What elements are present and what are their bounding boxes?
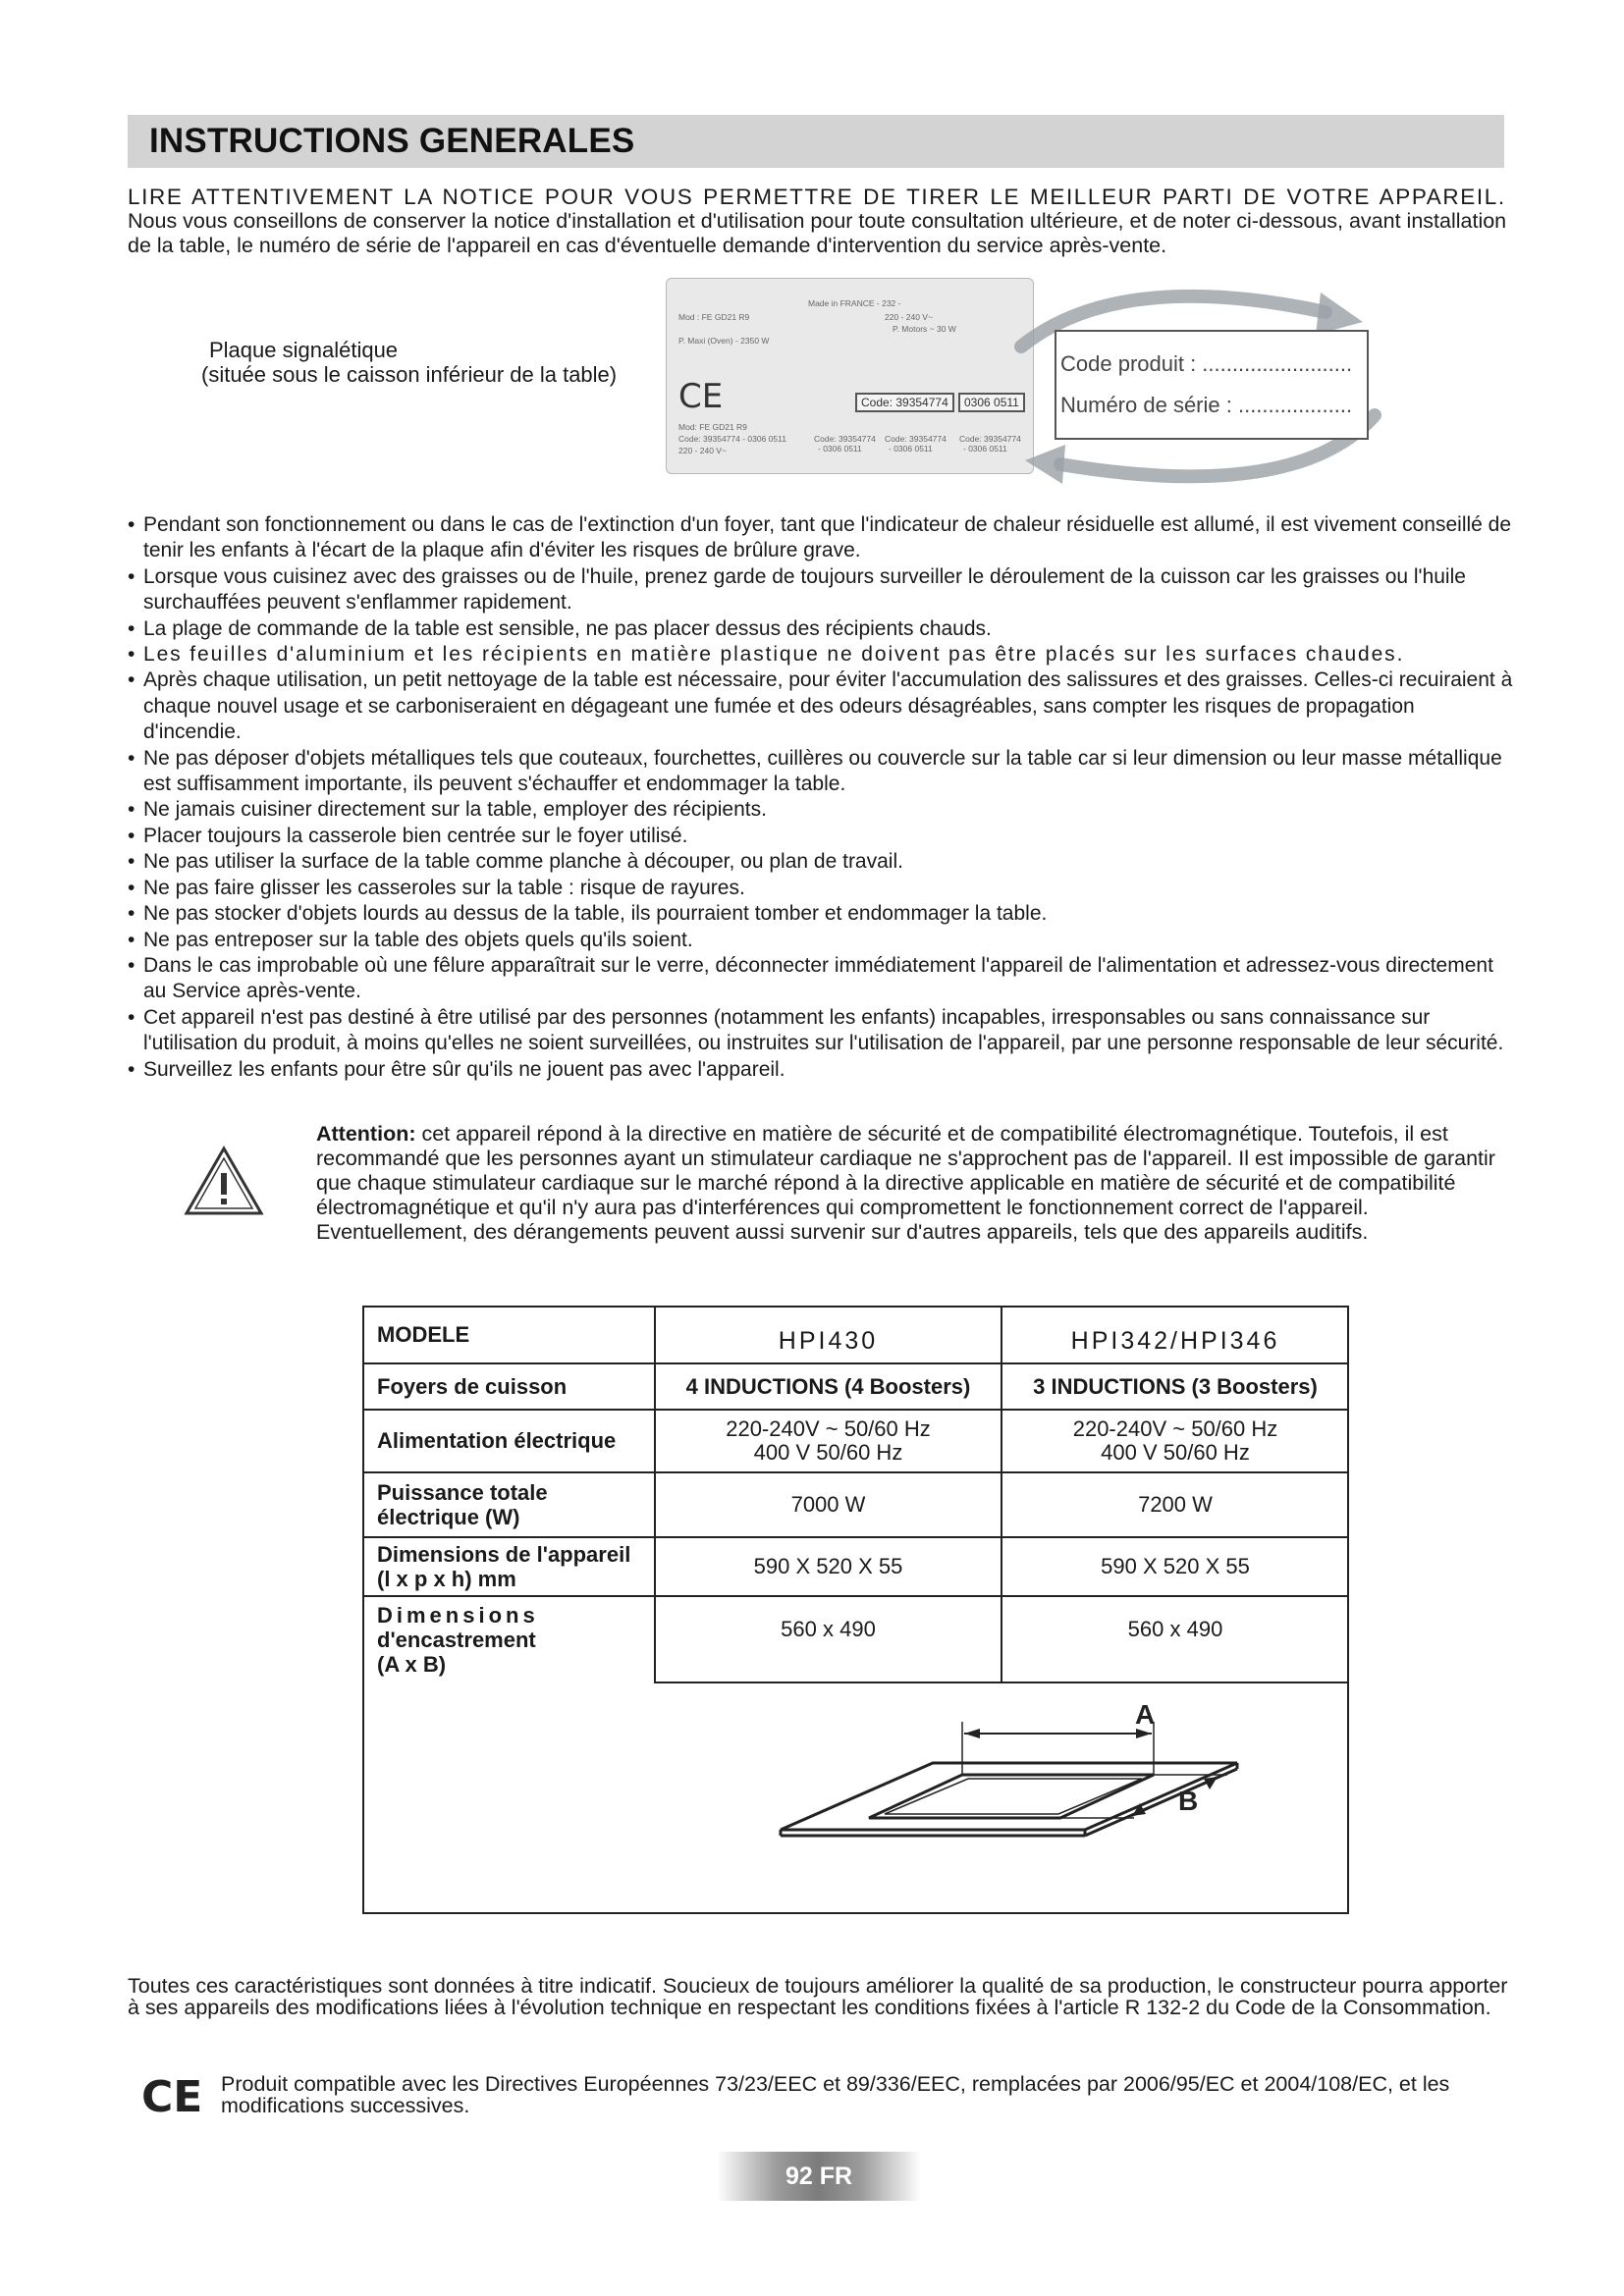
plate-label-1-serial: - 0306 0511 (818, 444, 862, 454)
plate-caption-location: (située sous le caisson inférieur de la table) (201, 362, 618, 387)
ce-mark-icon: CE (141, 2072, 203, 2122)
plate-label-1: Code: 39354774 (814, 434, 876, 444)
figure-spacer (363, 1682, 655, 1931)
list-item: • La plage de commande de la table est sensible, ne pas placer dessus des récipients chauds. (128, 616, 1514, 642)
intro-lead: LIRE ATTENTIVEMENT LA NOTICE POUR VOUS PERMETTRE DE TIRER LE MEILLEUR PARTI DE VOTRE APPAREIL. (128, 185, 1506, 209)
plate-ce-mark: CE (678, 377, 724, 416)
plate-label-2: Code: 39354774 (885, 434, 947, 444)
plate-label-2-serial: - 0306 0511 (889, 444, 933, 454)
foyers-label: Foyers de cuisson (363, 1363, 655, 1410)
cutout-1: 560 x 490 (655, 1596, 1001, 1682)
table-row (363, 1537, 1348, 1596)
list-item: • Cet appareil n'est pas destiné à être utilisé par des personnes (notamment les enfants) incapables, irresponsables ou sans connaissance sur l'utilisation du produit, à moins qu'elles ne soient surveillées, ou instruites sur l'utilisation de l'appareil, par une personne responsable de leur sécurité. (128, 1005, 1514, 1057)
warning-icon (184, 1146, 264, 1216)
plate-caption (201, 338, 617, 387)
model-2: HPI342/HPI346 (1001, 1306, 1348, 1363)
list-item: • Surveillez les enfants pour être sûr qu'ils ne jouent pas avec l'appareil. (128, 1057, 1514, 1083)
foyers-2: 3 INDUCTIONS (3 Boosters) (1001, 1363, 1348, 1410)
alim-1 (655, 1410, 1001, 1472)
foyers-1: 4 INDUCTIONS (4 Boosters) (655, 1363, 1001, 1410)
product-code-field: Code produit : ......................... (1060, 351, 1353, 376)
cutout-label-line3: (A x B) (377, 1652, 447, 1677)
page-number: 92 FR (717, 2152, 921, 2201)
dimension-b-label: B (1178, 1786, 1199, 1816)
cutout-label-line1: Dimensions (377, 1603, 539, 1628)
model-label: MODELE (363, 1306, 655, 1363)
rating-plate-image (666, 278, 1034, 474)
list-item: • Lorsque vous cuisinez avec des graisses ou de l'huile, prenez garde de toujours surveiller le déroulement de la cuisson car les graisses ou l'huile surchauffées peuvent s'enflammer rapidement. (128, 564, 1514, 616)
plate-model-bottom: Mod: FE GD21 R9 (678, 422, 747, 432)
list-item: • Ne pas entreposer sur la table des objets quels qu'ils soient. (128, 928, 1514, 953)
dimensions-1: 590 X 520 X 55 (655, 1537, 1001, 1596)
plate-model-top: Mod : FE GD21 R9 (678, 312, 750, 322)
attention-text: cet appareil répond à la directive en matière de sécurité et de compatibilité électromagnétique. Toutefois, il est recommandé que les personnes ayant un stimulateur cardiaque ne s'approchent pas de l'appareil. Il est impossible de garantir que chaque stimulateur cardiaque sur le marché répond à la directive applicable en matière de sécurité et de compatibilité électromagnétique et qu'il n'y aura pas d'interférences qui compromettent le fonctionnement correct de l'appareil. Eventuellement, des dérangements peuvent aussi survenir sur d'autres appareils, tels que des appareils auditifs. (316, 1122, 1495, 1244)
power-2: 7200 W (1001, 1472, 1348, 1537)
dimensions-2: 590 X 520 X 55 (1001, 1537, 1348, 1596)
list-item: • Ne pas utiliser la surface de la table comme planche à découper, ou plan de travail. (128, 849, 1514, 875)
plate-power-max: P. Maxi (Oven) - 2350 W (678, 336, 770, 346)
safety-list (128, 512, 1514, 1083)
dimension-a-label: A (1135, 1699, 1156, 1730)
plate-voltage-top: 220 - 240 V~ (885, 312, 933, 322)
list-item: • Pendant son fonctionnement ou dans le cas de l'extinction d'un foyer, tant que l'indicateur de chaleur résiduelle est allumé, il est vivement conseillé de tenir les enfants à l'écart de la plaque afin d'éviter les risques de brûlure grave. (128, 512, 1514, 564)
page-title: INSTRUCTIONS GENERALES (149, 122, 635, 160)
list-item: • Ne pas stocker d'objets lourds au dessus de la table, ils pourraient tomber et endommager la table. (128, 901, 1514, 927)
list-item: • Les feuilles d'aluminium et les récipients en matière plastique ne doivent pas être placés sur les surfaces chaudes. (128, 642, 1514, 667)
alim-1-single-phase: 220-240V ~ 50/60 Hz (726, 1416, 931, 1441)
disclaimer-text: Toutes ces caractéristiques sont données à titre indicatif. Soucieux de toujours améliorer la qualité de sa production, le constructeur pourra apporter à ses appareils des modifications liées à l'évolution technique en respectant les conditions fixées à l'article R 132-2 du Code de la Consommation. (128, 1974, 1508, 2019)
alim-2-three-phase: 400 V 50/60 Hz (1101, 1440, 1250, 1465)
serial-number-field: Numéro de série : ................... (1060, 393, 1353, 417)
table-row (363, 1472, 1348, 1537)
plate-label-3: Code: 39354774 (959, 434, 1021, 444)
table-row (363, 1596, 1348, 1682)
plate-code-bottom: Code: 39354774 - 0306 0511 (678, 434, 786, 444)
code-record-box (1055, 330, 1369, 440)
section-header (128, 115, 1504, 168)
attention-label: Attention: (316, 1122, 416, 1146)
plate-caption-title: Plaque signalétique (209, 338, 399, 362)
power-label-line2: électrique (W) (377, 1505, 520, 1529)
alim-2-single-phase: 220-240V ~ 50/60 Hz (1072, 1416, 1278, 1441)
table-row (363, 1306, 1348, 1363)
plate-code-box: Code: 39354774 (855, 393, 954, 412)
power-1: 7000 W (655, 1472, 1001, 1537)
attention-notice (316, 1122, 1509, 1245)
list-item: • Ne pas faire glisser les casseroles sur la table : risque de rayures. (128, 876, 1514, 901)
plate-serial-box: 0306 0511 (958, 393, 1025, 412)
list-item: • Après chaque utilisation, un petit nettoyage de la table est nécessaire, pour éviter l'accumulation des salissures et des graisses. Celles-ci recuiraient à chaque nouvel usage et se carboniseraient en dégageant une fumée et des odeurs désagréables, sans compter les risques de propagation d'incendie. (128, 667, 1514, 745)
cutout-label (363, 1596, 655, 1682)
cutout-diagram (776, 1696, 1247, 1863)
alim-2 (1001, 1410, 1348, 1472)
plate-voltage-bottom: 220 - 240 V~ (678, 446, 727, 455)
table-row (363, 1410, 1348, 1472)
dimensions-label-line2: (l x p x h) mm (377, 1567, 516, 1591)
compliance-text: Produit compatible avec les Directives Européennes 73/23/EEC et 89/336/EEC, remplacées par 2006/95/EC et 2004/108/EC, et les modifications successives. (221, 2072, 1450, 2117)
table-row (363, 1363, 1348, 1410)
alim-label: Alimentation électrique (363, 1410, 655, 1472)
power-label-line1: Puissance totale (377, 1480, 548, 1505)
list-item: • Placer toujours la casserole bien centrée sur le foyer utilisé. (128, 824, 1514, 849)
alim-1-three-phase: 400 V 50/60 Hz (753, 1440, 903, 1465)
model-1: HPI430 (655, 1306, 1001, 1363)
list-item: • Ne pas déposer d'objets métalliques tels que couteaux, fourchettes, cuillères ou couvercle sur la table car si leur dimension ou leur masse métallique est suffisamment importante, ils peuvent s'échauffer et endommager la table. (128, 746, 1514, 798)
list-item: • Ne jamais cuisiner directement sur la table, employer des récipients. (128, 797, 1514, 823)
power-label (363, 1472, 655, 1537)
dimensions-label (363, 1537, 655, 1596)
plate-motors: P. Motors ~ 30 W (893, 324, 956, 334)
plate-made-in: Made in FRANCE - 232 - (808, 298, 901, 308)
intro-text: Nous vous conseillons de conserver la notice d'installation et d'utilisation pour toute consultation ultérieure, et de noter ci-dessous, avant installation de la table, le numéro de série de l'appareil en cas d'éventuelle demande d'intervention du service après-vente. (128, 209, 1507, 257)
cutout-2: 560 x 490 (1001, 1596, 1348, 1682)
list-item: • Dans le cas improbable où une fêlure apparaîtrait sur le verre, déconnecter immédiatement l'appareil de l'alimentation et adressez-vous directement au Service après-vente. (128, 953, 1514, 1005)
dimensions-label-line1: Dimensions de l'appareil (377, 1542, 631, 1567)
intro-paragraph (128, 185, 1514, 258)
plate-label-3-serial: - 0306 0511 (963, 444, 1007, 454)
cutout-label-line2: d'encastrement (377, 1628, 536, 1652)
